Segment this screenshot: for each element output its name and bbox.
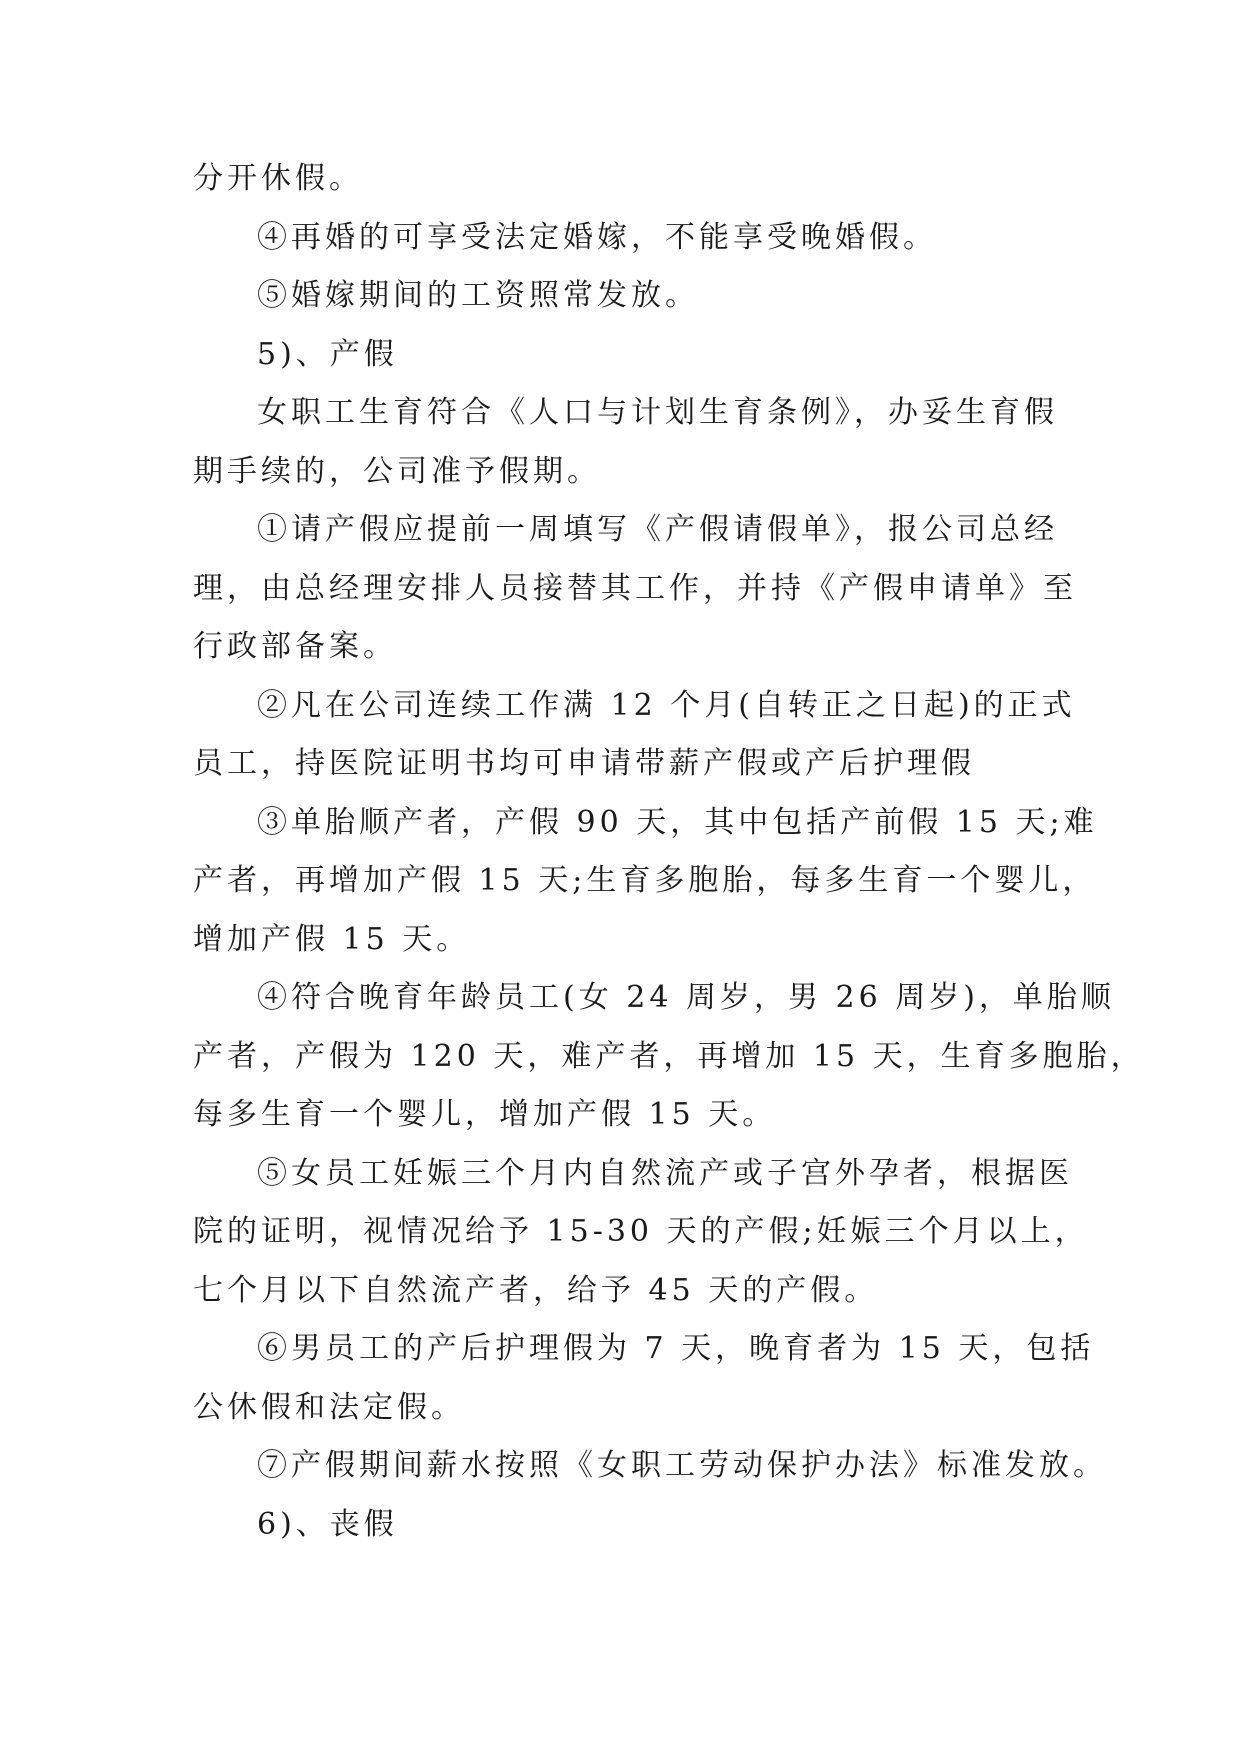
paragraph-line: ④符合晚育年龄员工(女 24 周岁，男 26 周岁)，单胎顺 [257, 980, 1115, 1015]
paragraph-line: 女职工生育符合《人口与计划生育条例》，办妥生育假 [257, 395, 1058, 430]
paragraph-line: 产者，产假为 120 天，难产者，再增加 15 天，生育多胞胎， [193, 1038, 1145, 1074]
paragraph-line: 七个月以下自然流产者，给予 45 天的产假。 [193, 1272, 879, 1308]
paragraph-line: ④再婚的可享受法定婚嫁，不能享受晚婚假。 [257, 219, 937, 255]
paragraph-line: 员工，持医院证明书均可申请带薪产假或产后护理假 [193, 746, 975, 781]
section-heading: 5)、产假 [257, 336, 398, 372]
paragraph-line: ⑦产假期间薪水按照《女职工劳动保护办法》标准发放。 [257, 1448, 1107, 1483]
paragraph-line: ③单胎顺产者，产假 90 天，其中包括产前假 15 天;难 [257, 804, 1098, 840]
paragraph-line: 每多生育一个婴儿，增加产假 15 天。 [193, 1097, 777, 1132]
paragraph-line: ②凡在公司连续工作满 12 个月(自转正之日起)的正式 [257, 687, 1076, 723]
paragraph-line: 公休假和法定假。 [193, 1389, 465, 1425]
paragraph-line: ①请产假应提前一周填写《产假请假单》，报公司总经 [257, 512, 1058, 547]
paragraph-line: 增加产假 15 天。 [193, 921, 471, 957]
paragraph-line: ⑤女员工妊娠三个月内自然流产或子宫外孕者，根据医 [257, 1155, 1073, 1191]
paragraph-line: ⑥男员工的产后护理假为 7 天，晚育者为 15 天，包括 [257, 1331, 1095, 1366]
paragraph-line: 院的证明，视情况给予 15-30 天的产假;妊娠三个月以上， [193, 1214, 1089, 1249]
document-body [193, 150, 1145, 1554]
paragraph-line: 分开休假。 [193, 161, 363, 196]
section-heading: 6)、丧假 [257, 1506, 398, 1542]
paragraph-line: 期手续的，公司准予假期。 [193, 453, 601, 489]
paragraph-line: 产者，再增加产假 15 天;生育多胞胎，每多生育一个婴儿， [193, 863, 1097, 898]
paragraph-line: 理，由总经理安排人员接替其工作，并持《产假申请单》至 [193, 570, 1077, 606]
paragraph-line: 行政部备案。 [193, 629, 397, 664]
paragraph-line: ⑤婚嫁期间的工资照常发放。 [257, 278, 699, 313]
